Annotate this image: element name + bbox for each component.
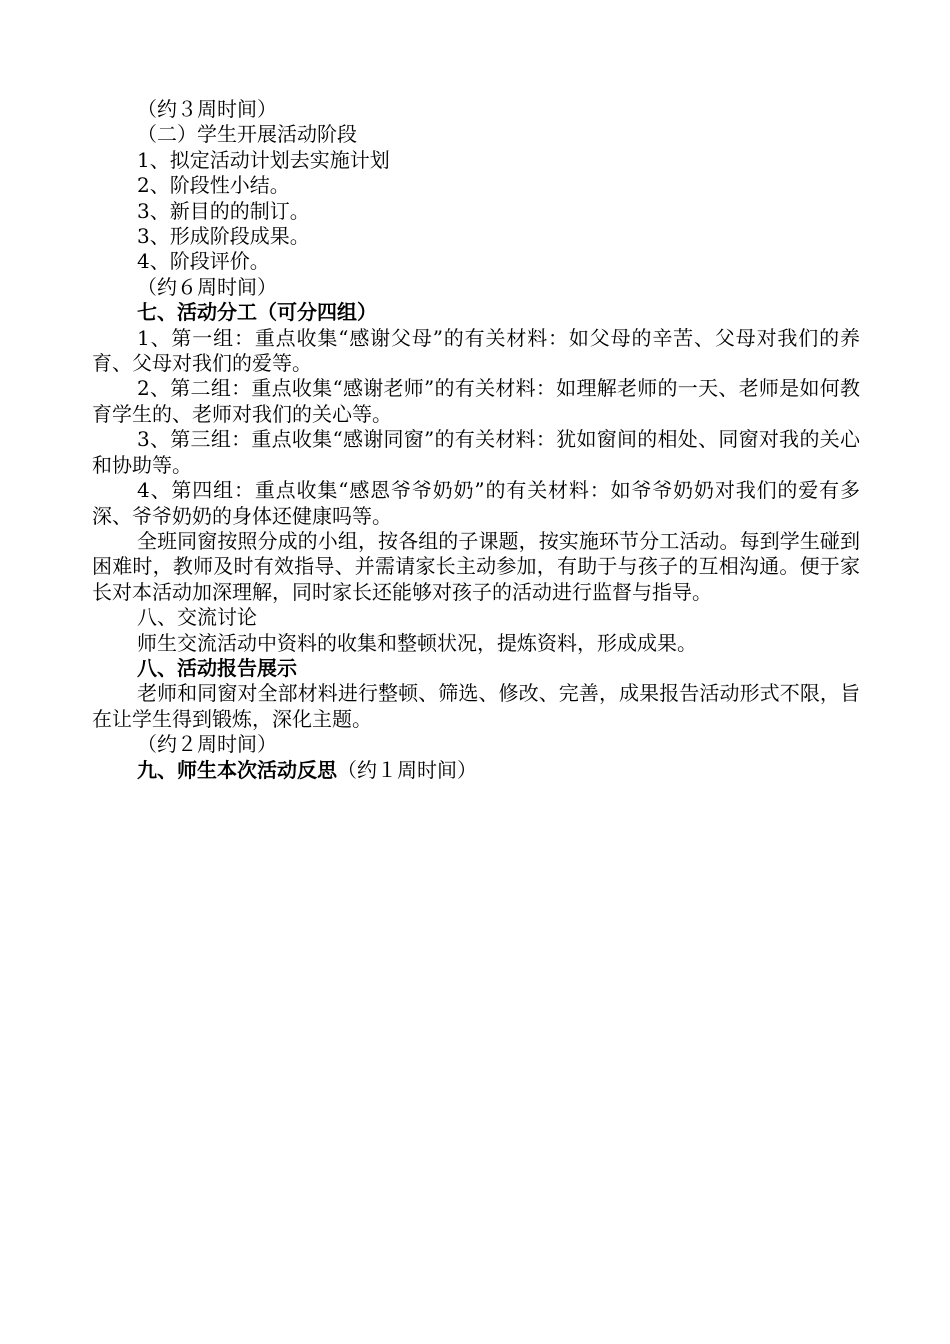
list-item: 4、阶段评价。	[137, 249, 270, 274]
time-note-3-weeks: （约３周时间）	[137, 97, 277, 121]
section-heading-activity-division: 七、活动分工（可分四组）	[137, 300, 377, 325]
section-heading-reflection-line	[92, 758, 860, 783]
group-item-1: 1、第一组：重点收集“感谢父母”的有关材料：如父母的辛苦、父母对我们的养育、父母对我们的爱等。	[92, 325, 860, 376]
stage-heading-student-activity: （二）学生开展活动阶段	[137, 122, 357, 147]
list-item: 2、阶段性小结。	[137, 173, 290, 198]
section-heading-reflection: 九、师生本次活动反思	[137, 757, 337, 782]
time-note-1-week: （约１周时间）	[337, 757, 477, 782]
list-item: 1、拟定活动计划去实施计划	[137, 147, 390, 172]
group-item-3: 3、第三组：重点收集“感谢同窗”的有关材料：犹如窗间的相处、同窗对我的关心和协助等。	[92, 427, 860, 477]
time-note-6-weeks: （约６周时间）	[137, 274, 277, 299]
group-item-4: 4、第四组：重点收集“感恩爷爷奶奶”的有关材料：如爷爷奶奶对我们的爱有多深、爷爷奶奶的身体还健康吗等。	[92, 478, 860, 528]
list-item: 3、形成阶段成果。	[137, 224, 310, 249]
list-item: 3、新目的的制订。	[137, 198, 310, 223]
section-heading-discussion: 八、交流讨论	[137, 605, 257, 630]
discussion-paragraph: 师生交流活动中资料的收集和整顿状况，提炼资料，形成成果。	[137, 630, 697, 655]
group-item-2: 2、第二组：重点收集“感谢老师”的有关材料：如理解老师的一天、老师是如何教育学生的、老师对我们的关心等。	[92, 376, 860, 426]
section-heading-report-display: 八、活动报告展示	[137, 655, 297, 680]
time-note-2-weeks: （约２周时间）	[137, 732, 277, 757]
report-paragraph: 老师和同窗对全部材料进行整顿、筛选、修改、完善，成果报告活动形式不限，旨在让学生得到锻炼，深化主题。	[92, 681, 860, 731]
division-summary-paragraph: 全班同窗按照分成的小组，按各组的子课题，按实施环节分工活动。每到学生碰到困难时，教师及时有效指导、并需请家长主动参加，有助于与孩子的互相沟通。便于家长对本活动加深理解，同时家长还能够对孩子的活动进行监督与指导。	[92, 528, 860, 604]
document-page	[92, 97, 860, 783]
